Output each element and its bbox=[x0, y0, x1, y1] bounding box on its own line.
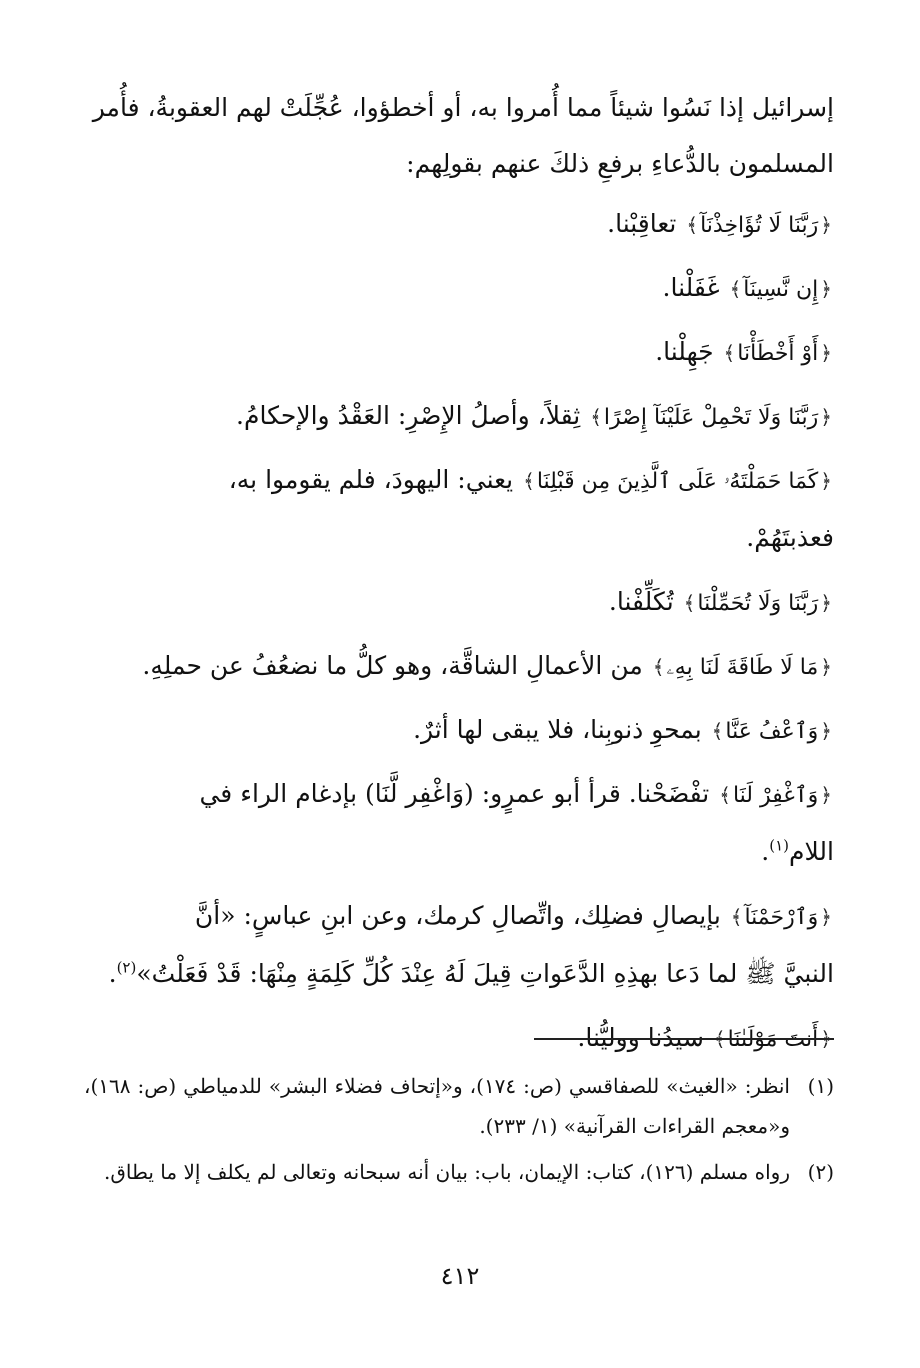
footnote-text: انظر: «الغيث» للصفاقسي (ص: ١٧٤)، و«إتحاف فضلاء البشر» للدمياطي (ص: ١٦٨)، و«معجم القراءات القرآنية» (١/ ٢٣٣). bbox=[84, 1074, 790, 1138]
main-text bbox=[84, 80, 834, 1074]
quran-brace-open: ﴿ bbox=[820, 405, 832, 429]
verse-line-5-cont: فعذبتَهُمْ. bbox=[746, 523, 834, 552]
quran-brace-close: ﴾ bbox=[730, 905, 743, 929]
quran-brace-close: ﴾ bbox=[686, 213, 699, 237]
verse-explanation: جَهِلْنا. bbox=[655, 337, 714, 366]
quran-brace-open: ﴿ bbox=[820, 719, 832, 743]
verse-explanation: تُكَلِّفْنا. bbox=[608, 587, 674, 616]
hadith-text: النبيَّ ﷺ لما دَعا بهذِهِ الدَّعَواتِ قِيلَ لَهُ عِنْدَ كُلِّ كَلِمَةٍ مِنْهَا: قَدْ فَعَلْتُ» bbox=[136, 959, 834, 988]
verse-line-2 bbox=[84, 260, 834, 324]
quran-brace-close: ﴾ bbox=[713, 1027, 726, 1051]
quran-brace-open: ﴿ bbox=[820, 591, 832, 615]
page-number: ٤١٢ bbox=[440, 1262, 480, 1290]
verse-explanation: غَفَلْنا. bbox=[662, 273, 720, 302]
quran-verse: رَبَّنَا وَلَا تُحَمِّلْنَا bbox=[697, 591, 819, 616]
verse-paragraph-5 bbox=[84, 452, 834, 566]
verse-explanation: يعني: اليهودَ، فلم يقوموا به، bbox=[228, 465, 514, 494]
quran-brace-close: ﴾ bbox=[711, 719, 724, 743]
quran-verse: وَٱرْحَمْنَآ bbox=[744, 905, 819, 930]
quran-brace-open: ﴿ bbox=[820, 469, 832, 493]
quran-brace-close: ﴾ bbox=[683, 591, 696, 615]
quran-brace-open: ﴿ bbox=[820, 783, 832, 807]
quran-verse: رَبَّنَا لَا تُؤَاخِذْنَآ bbox=[700, 213, 819, 238]
verse-explanation: بمحوِ ذنوبِنا، فلا يبقى لها أثرٌ. bbox=[413, 715, 702, 744]
quran-verse: أَنتَ مَوْلَىٰنَا bbox=[727, 1027, 819, 1052]
verse-line-1 bbox=[84, 196, 834, 260]
verse-explanation: ثِقلاً، وأصلُ الإِصْرِ: العَقْدُ والإحكامُ. bbox=[236, 401, 581, 430]
verse-line-10-cont bbox=[84, 946, 834, 1002]
quran-brace-open: ﴿ bbox=[820, 277, 832, 301]
verse-line-6 bbox=[84, 574, 834, 638]
verse-explanation-cont: اللام bbox=[789, 837, 834, 866]
verse-line-7 bbox=[84, 638, 834, 702]
verse-explanation: سيدُنا ووليُّنا. bbox=[577, 1023, 704, 1052]
quran-brace-close: ﴾ bbox=[719, 783, 731, 807]
footnote-ref[interactable]: (١) bbox=[769, 836, 790, 855]
intro-line-2: المسلمون بالدُّعاءِ برفعِ ذلكَ عنهم بقولِهم: bbox=[406, 149, 834, 178]
quran-verse: وَٱغْفِرْ لَنَا bbox=[732, 783, 819, 808]
intro-line-1: إسرائيل إذا نَسُوا شيئاً مما أُمروا به، أو أخطؤوا، عُجِّلَتْ لهم العقوبةُ، فأُمر bbox=[92, 93, 834, 122]
quran-brace-close: ﴾ bbox=[590, 405, 602, 429]
verse-explanation: تعاقِبْنا. bbox=[607, 209, 677, 238]
verse-explanation: من الأعمالِ الشاقَّة، وهو كلُّ ما نضعُفُ عن حملِهِ. bbox=[142, 651, 643, 680]
quran-brace-close: ﴾ bbox=[652, 655, 665, 679]
verse-line-11 bbox=[84, 1010, 834, 1074]
quran-verse: كَمَا حَمَلْتَهُۥ عَلَى ٱلَّذِينَ مِن قَبْلِنَا bbox=[536, 469, 819, 494]
quran-verse: مَا لَا طَاقَةَ لَنَا بِهِۦ bbox=[666, 655, 819, 680]
verse-line-9-cont bbox=[84, 824, 834, 880]
quran-verse: أَوْ أَخْطَأْنَا bbox=[737, 341, 819, 366]
quran-brace-open: ﴿ bbox=[820, 213, 832, 237]
footnote-2 bbox=[84, 1152, 834, 1192]
footnotes bbox=[84, 1066, 834, 1198]
quran-brace-open: ﴿ bbox=[820, 905, 832, 929]
period: . bbox=[761, 837, 770, 866]
verse-line-9 bbox=[84, 766, 834, 824]
verse-line-4 bbox=[84, 388, 834, 452]
quran-verse: إِن نَّسِينَآ bbox=[743, 277, 819, 302]
verse-line-3 bbox=[84, 324, 834, 388]
verse-paragraph-10 bbox=[84, 888, 834, 1002]
period: . bbox=[108, 959, 117, 988]
quran-verse: رَبَّنَا وَلَا تَحْمِلْ عَلَيْنَآ إِصْرًا bbox=[603, 405, 819, 430]
footnote-text: رواه مسلم (١٢٦)، كتاب: الإيمان، باب: بيان أنه سبحانه وتعالى لم يكلف إلا ما يطاق. bbox=[103, 1160, 790, 1184]
quran-brace-close: ﴾ bbox=[729, 277, 742, 301]
footnote-number: (١) bbox=[807, 1074, 834, 1098]
quran-brace-close: ﴾ bbox=[723, 341, 736, 365]
quran-brace-close: ﴾ bbox=[523, 469, 535, 493]
footnote-ref[interactable]: (٢) bbox=[116, 958, 137, 977]
verse-paragraph-9 bbox=[84, 766, 834, 880]
footnote-number: (٢) bbox=[807, 1160, 834, 1184]
quran-brace-open: ﴿ bbox=[820, 655, 832, 679]
quran-verse: وَٱعْفُ عَنَّا bbox=[725, 719, 819, 744]
verse-explanation: تفْضَحْنا. قرأ أبو عمرٍو: (وَاغْفِر لَّنَا) بإدغام الراء في bbox=[199, 779, 710, 808]
verse-line-10 bbox=[84, 888, 834, 946]
quran-brace-open: ﴿ bbox=[820, 341, 832, 365]
intro-paragraph bbox=[84, 80, 834, 192]
verse-explanation: بإيصالِ فضلِك، واتِّصالِ كرمك، وعن ابنِ عباسٍ: «أنَّ bbox=[194, 901, 721, 930]
verse-line-8 bbox=[84, 702, 834, 766]
verse-line-5 bbox=[84, 452, 834, 510]
footnote-divider bbox=[534, 1038, 834, 1040]
footnote-1 bbox=[84, 1066, 834, 1146]
quran-brace-open: ﴿ bbox=[820, 1027, 832, 1051]
